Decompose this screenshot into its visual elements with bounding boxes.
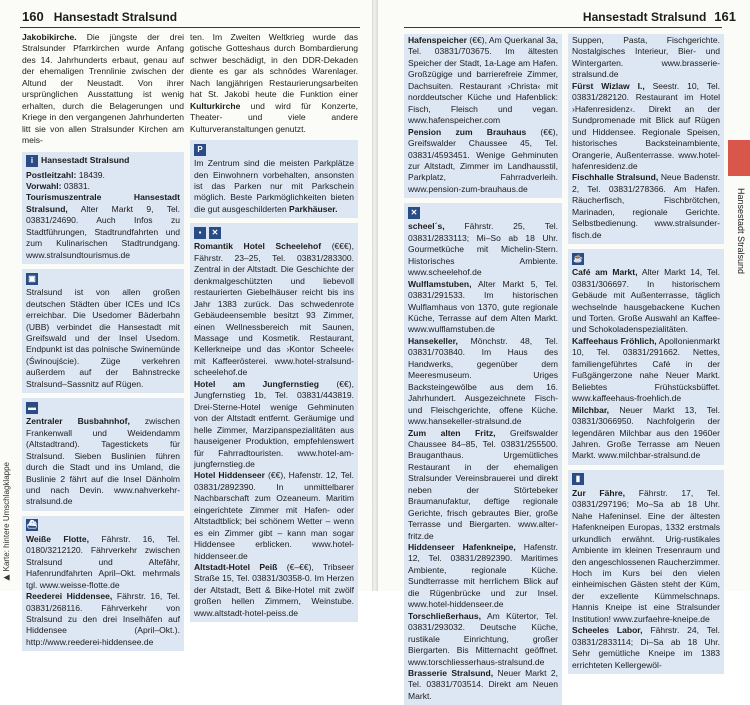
bus-icon: ▬ [28, 402, 36, 412]
right-column-1 [404, 32, 562, 701]
accommodation-box-cont: Hafenspeicher (€€), Am Querkanal 3a, Tel. 03831/703675. Im ältesten Speicher der Stadt, 1a-Lage am Hafen. Großzügige und barrierefreie Zimmer, Dachsuiten. Restaurant ›Christa‹ mit norddeutscher Küche und Hafenblick: Fisch, Fleisch und vegan. www.hafenspeicher.com Pension zum Brauhaus (€€), Greifswalder Chaussee 45, Tel. 03831/4593451. Wenige Gehminuten zur Altstadt, Zimmer im Landhausstil, Parkplatz, Fahrradverleih. www.pension-zum-brauhaus.de [404, 34, 562, 198]
bar-box: ▮ Zur Fähre, Fährstr. 17, Tel. 03831/297196; Mo–Sa ab 18 Uhr. Nahe Hafeninsel. Eine der ältesten Hafenkneipen Europas, 1332 erstmals urkundlich erwähnt. Urig-rustikales Ambiente im kleinen Tresenraum und den angeschlossenen Raucherzimmer. Hoch im Kurs bei den vielen einheimischen Gästen steht der Küm, der exzellente Kümmelschnaps. Hannis Kneipe ist eine Stralsunder Institution! www.zurfaehre-kneipe.de Scheeles Labor, Fährstr. 24, Tel. 03831/2833114; Di–Sa ab 18 Uhr. Sehr gemütliche Kneipe im 1383 errichteten Kellergewöl- [568, 470, 724, 674]
running-title: Hansestadt Stralsund [53, 10, 178, 24]
ferry-icon: ⛴ [26, 520, 38, 530]
header-rule [404, 27, 722, 28]
parking-icon: P [194, 144, 206, 156]
chapter-tab [728, 140, 750, 176]
page-number: 160 [22, 9, 44, 24]
left-column-2 [190, 32, 358, 618]
cafe-box: ☕ Café am Markt, Alter Markt 14, Tel. 03831/306697. In historischem Gebäude mit Außenterrasse, täglich wechselnde hausgebackene Kuchen und Torten. Große Auswahl an Kaffee- und Schokoladenspezialitäten. Kaffeehaus Fröhlich, Apollonienmarkt 10, Tel. 03831/291662. Nettes, familiengeführtes Café in der Fußgängerzone nahe Neuer Markt. Beliebtes Frühstücksbüffet. www.kaffeehaus-froehlich.de Milchbar, Neuer Markt 13, Tel. 03831/3066950. Nachfolgerin der legendären Milchbar aus den 1960er Jahren. Große Terrasse am Neuen Markt. www.milchbar-stralsund.de [568, 249, 724, 465]
coffee-cup-icon: ☕ [573, 253, 583, 263]
header-rule [20, 27, 360, 28]
parking-box: P Im Zentrum sind die meisten Parkplätze den Einwohnern vorbehalten, ansonsten ist das Parken nur mit Parkschein möglich. Beste Parkmöglichkeiten bieten die gut ausgeschilderten Parkhäuser. [190, 140, 358, 218]
box-title: Hansestadt Stralsund [41, 155, 130, 166]
running-title: Hansestadt Stralsund [582, 10, 707, 24]
cutlery-icon: ✕ [408, 207, 420, 219]
left-column-1 [22, 32, 184, 647]
beer-glass-icon: ▮ [572, 473, 584, 485]
train-icon: ▣ [26, 273, 38, 285]
bed-icon: ▪ [194, 227, 206, 239]
running-header [583, 8, 736, 26]
info-box: i Hansestadt Stralsund Postleitzahl: 18439. Vorwahl: 03831. Tourismuszentrale Hansestadt Stralsund, Alter Markt 9, Tel. 03831/24690. Auch Infos zu Stadtführungen, Stadtrundfahrten und zum Kulinarischen Stadtrundgang. www.stralsundtourismus.de [22, 152, 184, 265]
food-box: ✕ scheel´s, Fährstr. 25, Tel. 03831/2833113; Mi–So ab 18 Uhr. Gourmetküche mit Michelin-Stern. Historisches Ambiente. www.scheelehof.de Wulflamstuben, Alter Markt 5, Tel. 03831/291533. Im historischen Wulflamhaus von 1370, gute regionale Küche, Terrasse auf dem Alten Markt. www.wulflamstuben.de Hansekeller, Mönchstr. 48, Tel. 03831/703840. Im Haus des Handwerks, gegenüber dem Meeresmuseum. Uriges Backsteingewölbe aus dem 16. Jahrhundert. Ausgezeichnete Fisch- und Fleischgerichte, offene Küche. www.hansekeller-stralsund.de Zum alten Fritz, Greifswalder Chaussee 84–85, Tel. 03831/255500. Brauganthaus. Urgemütliches Restaurant in der ehemaligen Stralsunder Vereinsbrauerei und direkt neben der Störtebeker Braumanufaktur, deftige regionale Gerichte, frisch gebrautes Bier, große Terrasse und Biergarten. www.alter-fritz.de Hiddenseer Hafenkneipe, Hafenstr. 12, Tel. 03831/2892390. Maritimes Ambiente, regionale Küche. Sundterrasse mit herrlichem Blick auf die Rügenbrücke und zur Insel. www.hotel-hiddenseer.de Torschließerhaus, Am Kütertor, Tel. 03831/293032. Deutsche Küche, rustikale Einrichtung, großer Biergarten. Bis Mitternacht geöffnet. www.torschliesserhaus-stralsund.de Brasserie Stralsund, Neuer Markt 2, Tel. 03831/703514. Direkt am Neuen Markt. [404, 203, 562, 705]
right-column-2 [568, 32, 724, 670]
info-icon: i [26, 155, 38, 167]
intro-paragraph: Jakobikirche. Die jüngste der drei Stralsunder Pfarrkirchen wurde Anfang des 14. Jahrhunderts erbaut, genau auf der ehemaligen Trennlinie zwischen der Altund der Neustadt. Von ihrer ursprünglichen Ausstattung ist wenig erhalten, durch die Belagerungen und Kriege in den vergangenen Jahrhunderten litt sie von allen Stralsunder Kirchen am meis- [22, 32, 184, 146]
chapter-side-label: Hansestadt Stralsund [736, 188, 746, 275]
right-page [378, 0, 750, 701]
page-number: 161 [714, 9, 736, 24]
map-reference: ▶ Karte: hintere Umschlagklappe [2, 462, 11, 583]
cutlery-icon: ✕ [209, 227, 221, 239]
food-box-cont: Suppen, Pasta, Fischgerichte. Nostalgisches Interieur, Bier- und Wintergarten. www.brasserie-stralsund.de Fürst Wizlaw I., Seestr. 10, Tel. 03831/282120. Restaurant im Hotel ›Hafenresidenz‹. Direkt an der Sundpromenade mit Blick auf Rügen und Hiddensee. Regionale Speisen, historisches Backsteinambiente, Orangerie, Außenterrasse. www.hotel-hafenresidenz.de Fischhalle Stralsund, Neue Badenstr. 2, Tel. 03831/278366. Am Hafen. Räucherfisch, Fischbrötchen, Marinaden, regionale Gerichte. Selbstbedienung. www.stralsunder-fisch.de [568, 34, 724, 244]
hotel-box: ▪ ✕ Romantik Hotel Scheelehof (€€€), Fährstr. 23–25, Tel. 03831/283300. Zentral in der Altstadt. Die Geschichte der denkmalgeschützten und liebevoll restaurierten Giebelhäuser reicht bis ins Jahr 1383 zurück. Das schwedenrote Gebäudeensemble besitzt 93 Zimmer, einen Wellnessbereich mit Saunen, Massage und Kosmetik. Restaurant, Kellerkneipe und das ›Kontor Scheele‹ mit Kaffeerösterei. www.hotel-stralsund-scheelehof.de Hotel am Jungfernstieg (€€), Jungfernstieg 1b, Tel. 03831/443819. Drei-Sterne-Hotel wenige Gehminuten von der Altstadt entfernt. Geräumige und helle Zimmer, Marzipanspezialitäten aus hauseigener Produktion, empfehlenswert für Fahrradtouristen. www.hotel-am-jungfernstieg.de Hotel Hiddenseer (€€), Hafenstr. 12, Tel. 03831/2892390. In unmittelbarer Nachbarschaft zum Ozeaneum. Maritim eingerichtete Zimmer mit Hafen- oder Altstadtblick; bei schönem Wetter – wenn es ein Zimmer gibt – kann man sogar Hiddensee erblicken. www.hotel-hiddenseer.de Altstadt-Hotel Peiß (€–€€), Tribseer Straße 15, Tel. 03831/30358-0. Im Herzen der Altstadt, Bett & Bike-Hotel mit zwölf großen hellen Zimmern, Weinstube. www.altstadt-hotel-peiss.de [190, 223, 358, 622]
left-page [0, 0, 372, 647]
intro-paragraph-cont: ten. Im Zweiten Weltkrieg wurde das gotische Gotteshaus durch Bombardierung schwer beschädigt, in den DDR-Dekaden diente es gar als schnödes Warenlager. Nach langjährigen Restaurierungsarbeiten hat St. Jakobi heute die Funktion einer Kulturkirche und wird für Konzerte, Theater- und viele andere Kulturveranstaltungen genutzt. [190, 32, 358, 134]
bus-box: ▬ Zentraler Busbahnhof, zwischen Frankenwall und Weidendamm (Altstadtrand). Tagestickets für Stralsund. Sieben Buslinien führen durch die Stadt und ins Umland, die Buslinie 2 fährt auf die Insel Dänholm und nach Devin. www.nahverkehr-stralsund.de [22, 398, 184, 511]
train-box: ▣ Stralsund ist von allen großen deutschen Städten über ICEs und ICs erreichbar. Die Usedomer Bäderbahn (UBB) verbindet die Hansestadt mit Greifswald und der Insel Usedom. Endpunkt ist das polnische Swinemünde (Świnoujście). Züge verkehren außerdem auf der Bahnstrecke Stralsund–Sassnitz auf Rügen. [22, 269, 184, 393]
ferry-box: ⛴ Weiße Flotte, Fährstr. 16, Tel. 0180/3212120. Fährverkehr zwischen Stralsund und Altefähr, Hafenrundfahrten April–Okt. mehrmals tgl. www.weisse-flotte.de Reederei Hiddensee, Fährstr. 16, Tel. 03831/268116. Fährverkehr von Stralsund zu den drei Inselhäfen auf Hiddensee (April–Okt.). http://www.reederei-hiddensee.de [22, 516, 184, 652]
running-header [22, 8, 177, 26]
